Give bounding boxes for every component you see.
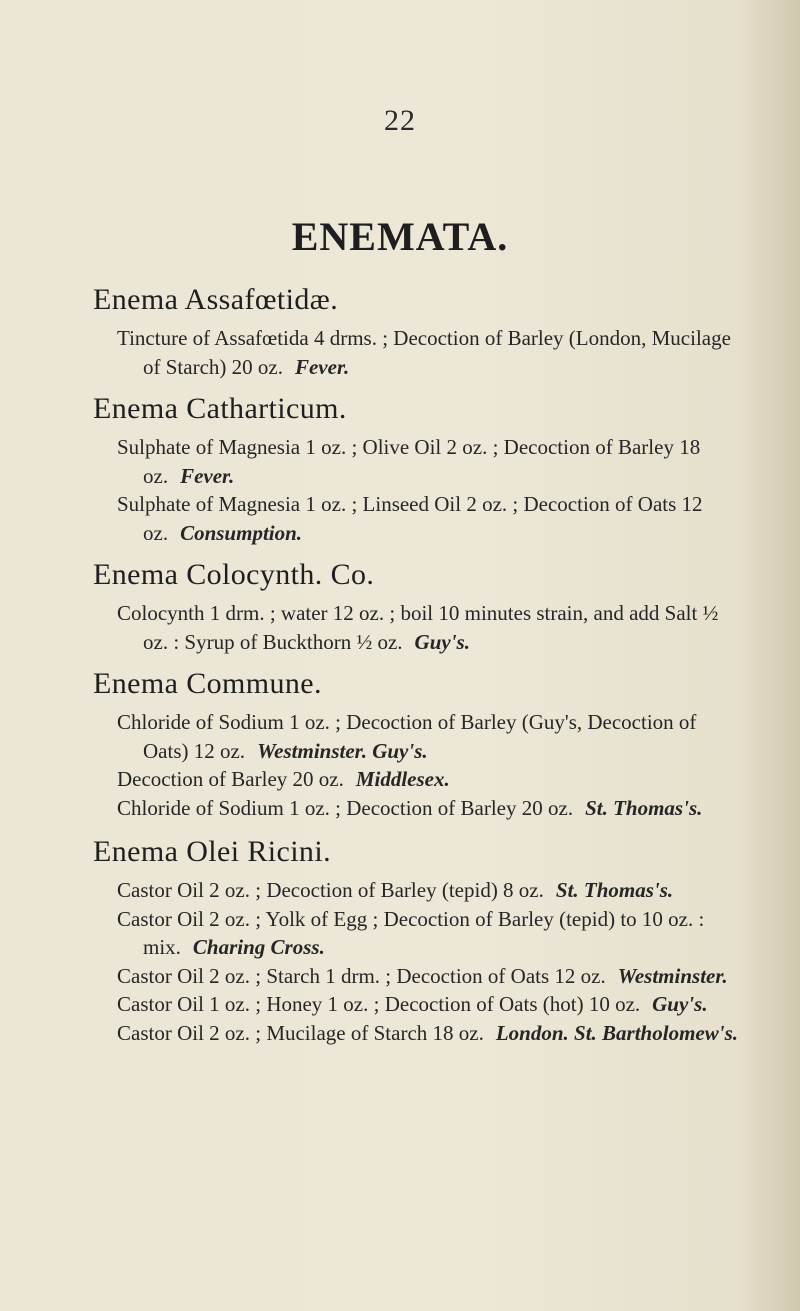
section-heading: Enema Assafœtidæ.: [93, 283, 339, 316]
recipe-entry: [117, 324, 745, 381]
recipe-source: London. St. Bartholomew's.: [495, 1020, 738, 1045]
recipe-text: Castor Oil 1 oz. ; Honey 1 oz. ; Decoction of Oats (hot) 10 oz.: [117, 992, 641, 1016]
recipe-entry: [117, 433, 745, 490]
recipe-entry: [117, 905, 745, 962]
recipe-entry: [117, 990, 745, 1019]
recipe-entry: [117, 599, 745, 656]
recipe-text: Castor Oil 2 oz. ; Starch 1 drm. ; Decoction of Oats 12 oz.: [117, 963, 606, 988]
recipe-source: St. Thomas's.: [585, 795, 703, 820]
recipe-source: St. Thomas's.: [555, 878, 674, 902]
recipe-source: Westminster.: [617, 963, 728, 988]
recipe-text: Tincture of Assafœtida 4 drms. ; Decoction of Barley (London, Mucilage of Starch) 20 oz.: [117, 326, 731, 379]
page-title: ENEMATA.: [291, 214, 509, 259]
recipe-source: Charing Cross.: [192, 935, 325, 959]
recipe-text: Colocynth 1 drm. ; water 12 oz. ; boil 10 minutes strain, and add Salt ½ oz. : Syrup of Buckthorn ½ oz.: [117, 601, 719, 654]
section-heading: Enema Commune.: [93, 667, 322, 700]
section-enema-colocynth-co: [95, 557, 745, 656]
recipe-text: Sulphate of Magnesia 1 oz. ; Linseed Oil 2 oz. ; Decoction of Oats 12 oz.: [117, 492, 703, 545]
recipe-source: Guy's.: [414, 629, 470, 654]
recipe-text: Castor Oil 2 oz. ; Decoction of Barley (tepid) 8 oz.: [117, 878, 544, 902]
recipe-entry: [117, 708, 745, 765]
recipe-text: Chloride of Sodium 1 oz. ; Decoction of Barley 20 oz.: [117, 795, 574, 820]
formulary-content: [95, 282, 745, 1055]
recipe-text: Decoction of Barley 20 oz.: [117, 767, 344, 791]
section-heading: Enema Colocynth. Co.: [93, 558, 375, 591]
section-enema-catharticum: [95, 391, 745, 547]
recipe-entry: [117, 490, 745, 547]
section-heading: Enema Catharticum.: [93, 392, 347, 425]
recipe-text: Chloride of Sodium 1 oz. ; Decoction of Barley (Guy's, Decoction of Oats) 12 oz.: [117, 710, 697, 763]
recipe-entry: [117, 962, 745, 991]
section-heading: Enema Olei Ricini.: [93, 835, 331, 868]
recipe-entry: [117, 876, 745, 905]
recipe-entry: [117, 1019, 745, 1048]
section-enema-olei-ricini: [95, 834, 745, 1047]
recipe-source: Fever.: [180, 463, 235, 488]
recipe-source: Consumption.: [180, 520, 303, 545]
section-enema-commune: [95, 666, 745, 822]
recipe-source: Fever.: [294, 354, 350, 379]
recipe-entry: [117, 765, 745, 794]
page-number: 22: [384, 104, 416, 137]
recipe-text: Castor Oil 2 oz. ; Mucilage of Starch 18 oz.: [117, 1020, 484, 1045]
section-enema-assafoetidae: [95, 282, 745, 381]
recipe-text: Castor Oil 2 oz. ; Yolk of Egg ; Decoction of Barley (tepid) to 10 oz. : mix.: [117, 906, 705, 959]
recipe-source: Middlesex.: [355, 767, 450, 791]
recipe-source: Guy's.: [652, 992, 708, 1016]
recipe-entry: [117, 794, 745, 823]
recipe-text: Sulphate of Magnesia 1 oz. ; Olive Oil 2 oz. ; Decoction of Barley 18 oz.: [117, 435, 701, 488]
recipe-source: Westminster. Guy's.: [257, 738, 428, 763]
